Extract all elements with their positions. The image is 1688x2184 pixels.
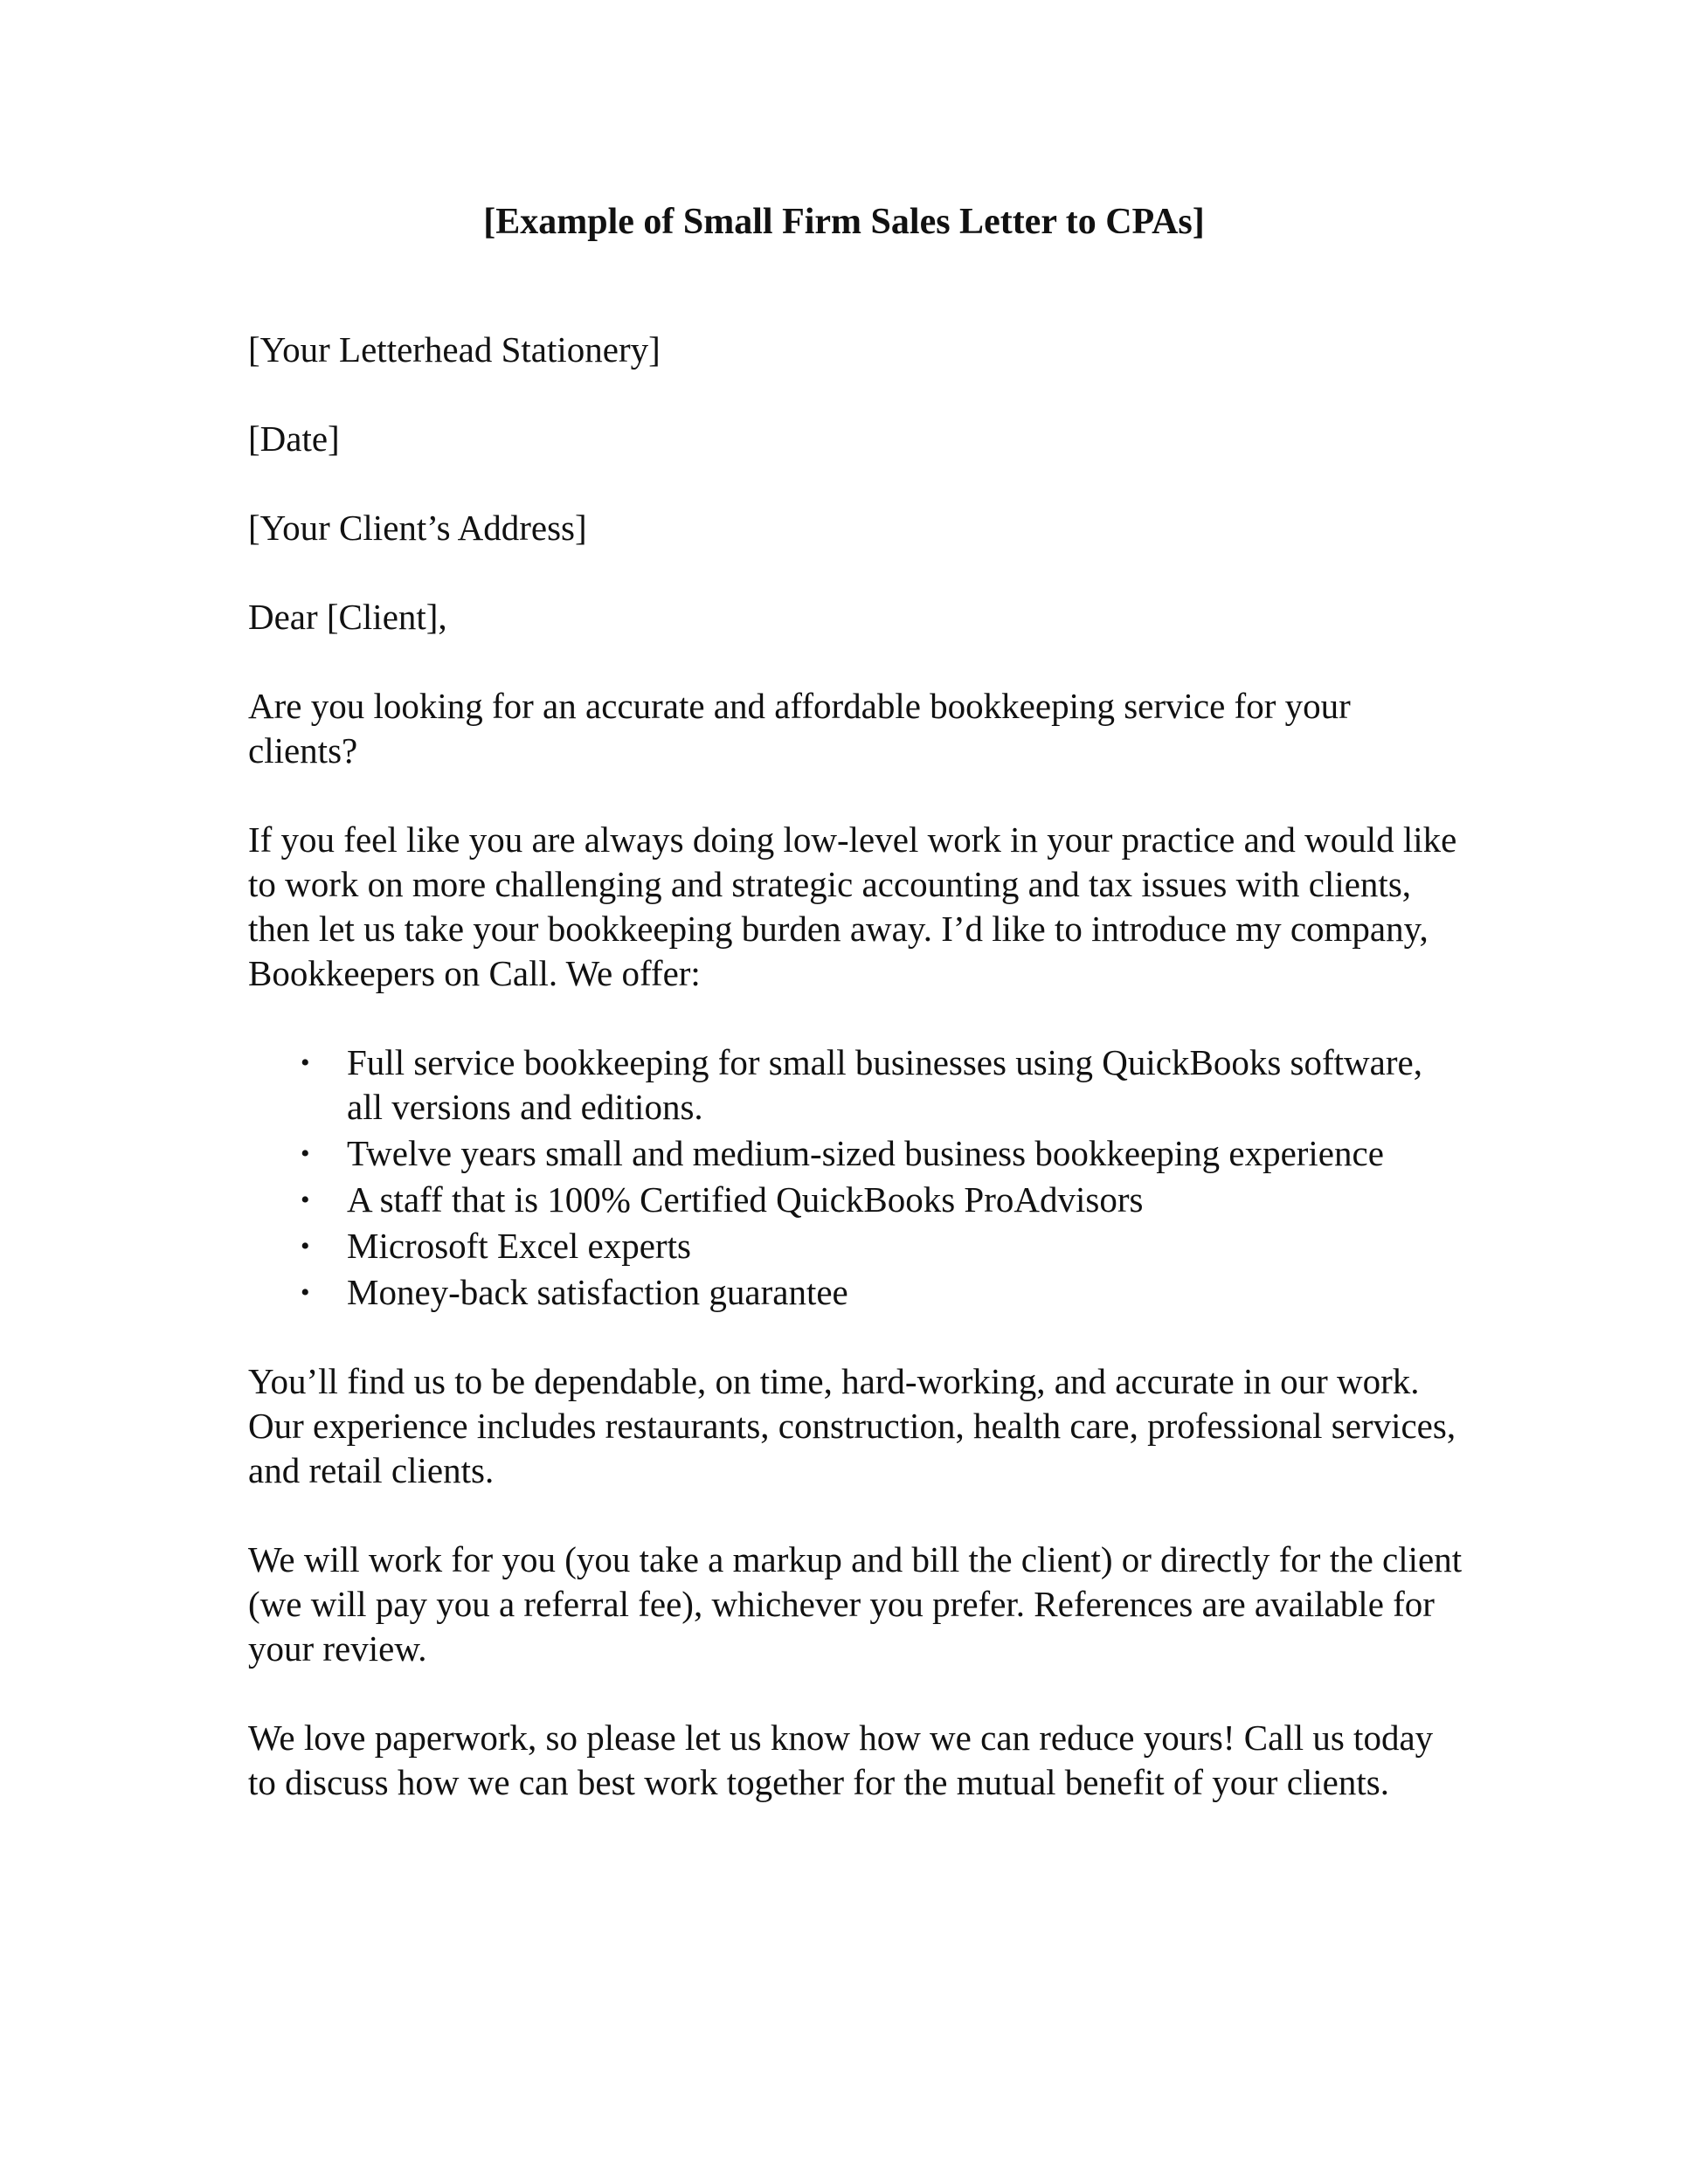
paragraph-arrangement: We will work for you (you take a markup and bill the client) or directly for the client (we will pay you a referral fee), whichever you prefer. References are available for your review. (248, 1539, 1463, 1669)
salutation: Dear [Client], (248, 597, 447, 637)
bullet-icon: • (301, 1232, 310, 1261)
paragraph-intro: Are you looking for an accurate and affordable bookkeeping service for your clients? (248, 686, 1351, 771)
document-title: [Example of Small Firm Sales Letter to CPAs] (483, 202, 1205, 242)
paragraph-pitch: If you feel like you are always doing low-level work in your practice and would like to work on more challenging and strategic accounting and tax issues with clients, then let us take your bookkeeping burden away. I’d like to introduce my company, Bookkeepers on Call. We offer: (248, 819, 1457, 993)
bullet-icon: • (301, 1185, 310, 1214)
date-placeholder: [Date] (248, 418, 340, 459)
paragraph-closing: We love paperwork, so please let us know how we can reduce yours! Call us today to discuss how we can best work together for the mutual benefit of your clients. (248, 1717, 1434, 1802)
bullet-icon: • (301, 1278, 310, 1307)
offer-text: Money-back satisfaction guarantee (347, 1272, 848, 1312)
bullet-icon: • (301, 1048, 310, 1077)
offer-text: Twelve years small and medium-sized business bookkeeping experience (347, 1133, 1384, 1173)
address-placeholder: [Your Client’s Address] (248, 508, 587, 548)
list-item (248, 1040, 1463, 1130)
letterhead-placeholder: [Your Letterhead Stationery] (248, 329, 661, 370)
offer-text: Microsoft Excel experts (347, 1226, 691, 1266)
offers-list (248, 1040, 1463, 1315)
paragraph-dependable: You’ll find us to be dependable, on time, hard-working, and accurate in our work. Our experience includes restaurants, construction, health care, professional services, and retail clients. (248, 1361, 1456, 1490)
letter-body (248, 328, 1463, 1849)
offer-text: Full service bookkeeping for small businesses using QuickBooks software, all versions and editions. (347, 1042, 1422, 1127)
list-item (248, 1224, 1463, 1268)
bullet-icon: • (301, 1139, 310, 1168)
list-item (248, 1178, 1463, 1222)
list-item (248, 1131, 1463, 1176)
list-item (248, 1270, 1463, 1315)
offer-text: A staff that is 100% Certified QuickBooks ProAdvisors (347, 1179, 1144, 1220)
